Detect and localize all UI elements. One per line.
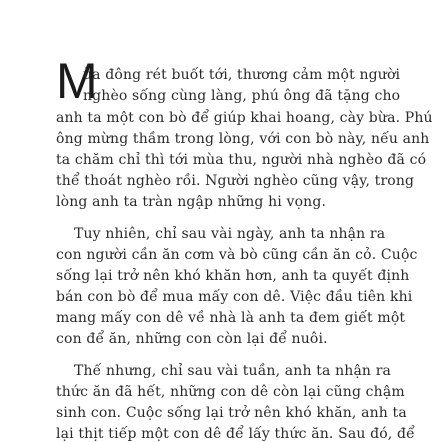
paragraph-2-line-3: sống lại trở nên khó khăn hơn, anh ta quyết định <box>56 268 410 284</box>
paragraph-1-line-1: ùa đông rét buốt tới, thương cảm một người <box>83 67 401 83</box>
paragraph-2-line-1: Tuy nhiên, chỉ sau vài ngày, anh ta nhận ra <box>74 226 386 242</box>
drop-cap: M <box>56 53 98 109</box>
paragraph-1-line-6: thể thoát nghèo rồi. Người nghèo cũng vậy, trong <box>56 173 415 189</box>
paragraph-2-line-4: bán con bò để mua mấy con dê. Việc đầu tiên khi <box>56 289 413 305</box>
paragraph-3-line-3: sinh con. Cuộc sống lại trở nên khó khăn, anh ta <box>56 405 407 421</box>
paragraph-3-line-4: lại thịt tiếp một con dê để lấy thức ăn. Sau đó, để <box>56 426 415 442</box>
paragraph-1-line-5: ta chăm chỉ thì tới mùa thu, người nhà nghèo đã có <box>56 152 427 168</box>
paragraph-3-line-2: thức ăn đã hết, những con dê còn lại cũng chậm <box>56 384 405 400</box>
paragraph-1-line-4: ông mừng thầm trong lòng, với con bò này, nếu anh <box>56 131 430 147</box>
paragraph-1-line-2: nghèo sống cùng làng, phú ông đã tặng cho <box>83 88 401 104</box>
paragraph-3-line-1: Thế nhưng, chỉ sau vài tuần, anh ta nhận ra <box>74 363 392 379</box>
paragraph-1-line-7: lòng anh ta tràn ngập những hi vọng. <box>56 194 327 210</box>
paragraph-2-line-5: mang mấy con dê về nhà là anh ta đem giết một <box>56 310 406 326</box>
paragraph-2-line-2: con người cần ăn cơm và bò cũng cần ăn cỏ. Cuộc <box>56 247 418 263</box>
paragraph-1-line-3: anh ta một con bò để giúp khai hoang, cày bừa. Phú <box>56 110 433 126</box>
paragraph-2-line-6: con để ăn, những con còn lại để nuôi. <box>56 331 328 347</box>
